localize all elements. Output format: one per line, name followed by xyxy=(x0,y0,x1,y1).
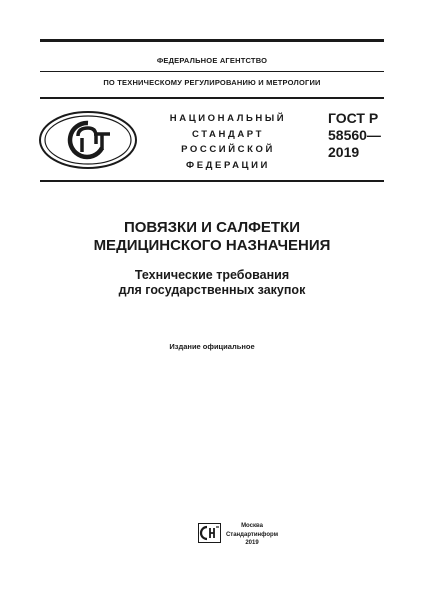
standard-rule xyxy=(40,180,384,182)
standard-code-line1: ГОСТ Р xyxy=(328,110,379,126)
standartinform-logo-icon xyxy=(198,523,221,543)
header-rule xyxy=(40,97,384,99)
top-rule-thick xyxy=(40,39,384,42)
document-subtitle-line2: для государственных закупок xyxy=(118,283,306,297)
document-subtitle-line1: Технические требования xyxy=(134,268,290,282)
agency-name-line2: ПО ТЕХНИЧЕСКОМУ РЕГУЛИРОВАНИЮ И МЕТРОЛОГИИ xyxy=(103,78,321,87)
standard-type-line3: РОССИЙСКОЙ xyxy=(181,144,275,155)
publisher-name: Стандартинформ xyxy=(225,531,279,538)
document-title-line1: ПОВЯЗКИ И САЛФЕТКИ xyxy=(123,219,301,236)
publisher-city: Москва xyxy=(241,523,263,529)
agency-divider xyxy=(40,71,384,72)
gost-r-emblem-icon xyxy=(38,110,138,170)
standard-type-line4: ФЕДЕРАЦИИ xyxy=(186,159,270,171)
standard-code-line2: 58560— xyxy=(328,127,381,143)
standard-code-line3: 2019 xyxy=(328,144,360,160)
agency-name-line1: ФЕДЕРАЛЬНОЕ АГЕНТСТВО xyxy=(156,56,268,65)
document-title-line2: МЕДИЦИНСКОГО НАЗНАЧЕНИЯ xyxy=(93,237,331,254)
edition-label: Издание официальное xyxy=(169,342,255,351)
standard-type-line1: НАЦИОНАЛЬНЫЙ xyxy=(169,113,287,124)
standard-type-line2: СТАНДАРТ xyxy=(192,128,264,140)
publisher-year: 2019 xyxy=(245,540,259,546)
